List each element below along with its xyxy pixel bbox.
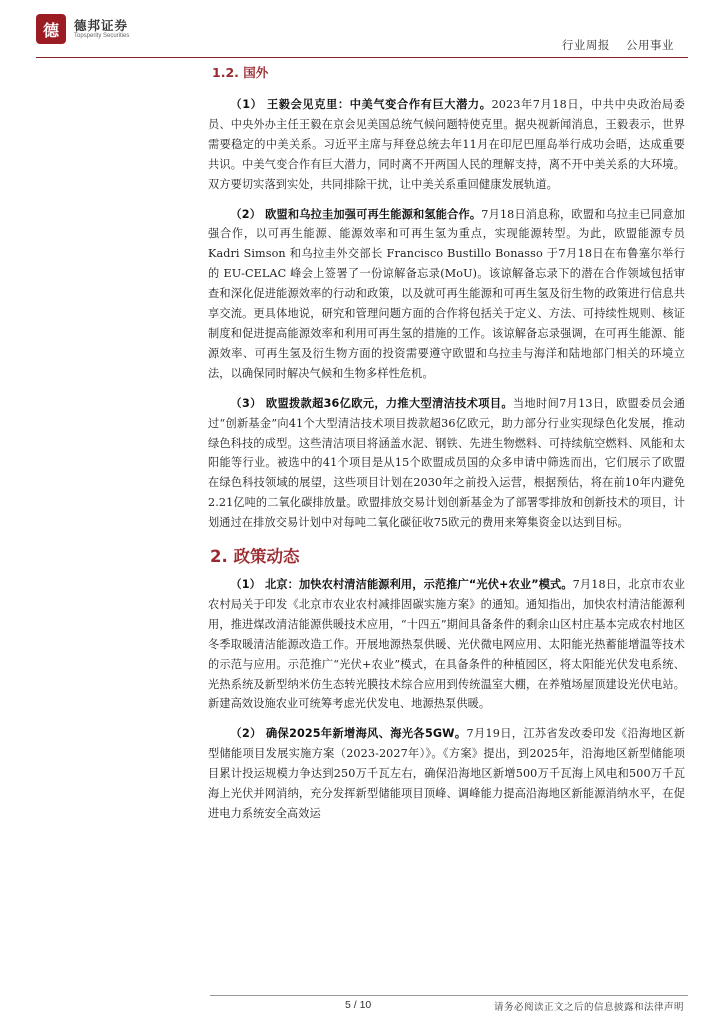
section-heading-foreign: 1.2. 国外 <box>212 65 269 80</box>
company-logo <box>36 14 129 44</box>
paragraph-body: 7月18日消息称，欧盟和乌拉圭已同意加强合作，以可再生能源、能源效率和可再生氢为重点，实现能源转型。为此，欧盟能源专员 Kadri Simson 和乌拉圭外交部长 Francisco Bustillo Bonasso 于7月18日在布鲁塞尔举行的 EU-CELAC 峰会上签署了一份谅解备忘录(MoU)。该谅解备忘录下的潜在合作领域包括审查和深化促进能源效率的行动和政策，以及就可再生能源和可再生氢及衍生物的政策进行信息共享交流。更具体地说，研究和管理问题方面的合作将包括关于定义、方法、可持续性规则、核证制度和促进提高能源效率和利用可再生氢的措施的工作。该谅解备忘录强调，在可再生能源、能源效率、可再生氢及衍生物方面的投资需要遵守欧盟和乌拉圭与海洋和陆地部门相关的环境立法，以确保同时解决气候和生物多样性危机。 <box>208 207 685 380</box>
footer-divider <box>210 995 688 996</box>
news-paragraph-3 <box>208 394 685 533</box>
logo-english-name: Topsperity Securities <box>74 32 130 39</box>
main-content <box>208 60 685 834</box>
policy-paragraph-1 <box>208 575 685 714</box>
page-header <box>0 0 724 62</box>
section-heading-policy: 2. 政策动态 <box>210 547 300 567</box>
logo-icon: 德 <box>36 14 66 44</box>
paragraph-lead: （1） 王毅会见克里：中美气变合作有巨大潜力。 <box>230 98 492 111</box>
report-type <box>562 37 674 53</box>
paragraph-lead: （2） 欧盟和乌拉圭加强可再生能源和氢能合作。 <box>230 207 482 221</box>
paragraph-lead: （2） 确保2025年新增海风、海光各5GW。 <box>230 727 467 741</box>
paragraph-body: 当地时间7月13日，欧盟委员会通过“创新基金”向41个大型清洁技术项目拨款超36亿欧元，助力部分行业实现绿色化发展，推动绿色科技的成型。这些清洁项目将涵盖水泥、钢铁、先进生物燃料、可持续航空燃料、风能和太阳能等行业。被选中的41个项目是从15个欧盟成员国的众多申请中筛选而出，它们展示了欧盟在绿色科技领域的展望，这些项目计划在2030年之前投入运营，根据预估，将在前10年内避免2.21亿吨的二氧化碳排放量。欧盟排放交易计划创新基金为了部署零排放和创新技术的项目，计划通过在排放交易计划中对每吨二氧化碳征收75欧元的费用来筹集资金以达到目标。 <box>208 396 685 530</box>
news-paragraph-2 <box>208 205 685 384</box>
paragraph-lead: （1） 北京：加快农村清洁能源利用，示范推广“光伏+农业”模式。 <box>230 578 573 592</box>
footer-disclaimer: 请务必阅读正文之后的信息披露和法律声明 <box>493 1002 684 1013</box>
paragraph-lead: （3） 欧盟拨款超36亿欧元，力推大型清洁技术项目。 <box>230 396 513 410</box>
policy-paragraph-2 <box>208 724 685 824</box>
paragraph-body: 2023年7月18日，中共中央政治局委员、中央外办主任王毅在京会见美国总统气候问题特使克里。据央视新闻消息，王毅表示，世界需要稳定的中美关系。习近平主席与拜登总统去年11月在印尼巴厘岛举行成功会晤，达成重要共识。中美气变合作有巨大潜力，同时离不开两国人民的理解支持，离不开中美关系的大环境。双方要切实落到实处，共同排除干扰，让中美关系重回健康发展轨道。 <box>208 98 685 191</box>
header-divider <box>36 57 688 58</box>
page-number: 5 / 10 <box>345 999 372 1011</box>
report-category: 行业周报 <box>561 38 610 52</box>
paragraph-body: 7月19日，江苏省发改委印发《沿海地区新型储能项目发展实施方案（2023-2027年）》。《方案》提出，到2025年，沿海地区新型储能项目累计投运规模力争达到250万千瓦左右，确保沿海地区新增500万千瓦海上风电和500万千瓦海上光伏并网消纳，充分发挥新型储能项目顶峰、调峰能力提高沿海地区新能源消纳水平，在促进电力系统安全高效运 <box>208 727 685 820</box>
report-sector: 公用事业 <box>626 38 674 52</box>
news-paragraph-1 <box>208 95 685 195</box>
paragraph-body: 7月18日，北京市农业农村局关于印发《北京市农业农村减排固碳实施方案》的通知。通知指出，加快农村清洁能源利用，推进煤改清洁能源供暖技术应用，“十四五”期间具备条件的剩余山区村庄基本完成农村地区冬季取暖清洁能源改造工作。开展地源热泵供暖、光伏微电网应用、太阳能光热蓄能增温等技术的示范与应用。示范推广“光伏+农业”模式，在具备条件的种植园区，将太阳能光伏发电系统、光热系统及新型纳米仿生态转光膜技术综合应用到传统温室大棚，在养殖场屋顶建设光伏电站。新建高效设施农业可统筹考虑光伏发电、地源热泵供暖。 <box>208 578 685 711</box>
logo-name: 德邦证券 <box>74 17 129 33</box>
